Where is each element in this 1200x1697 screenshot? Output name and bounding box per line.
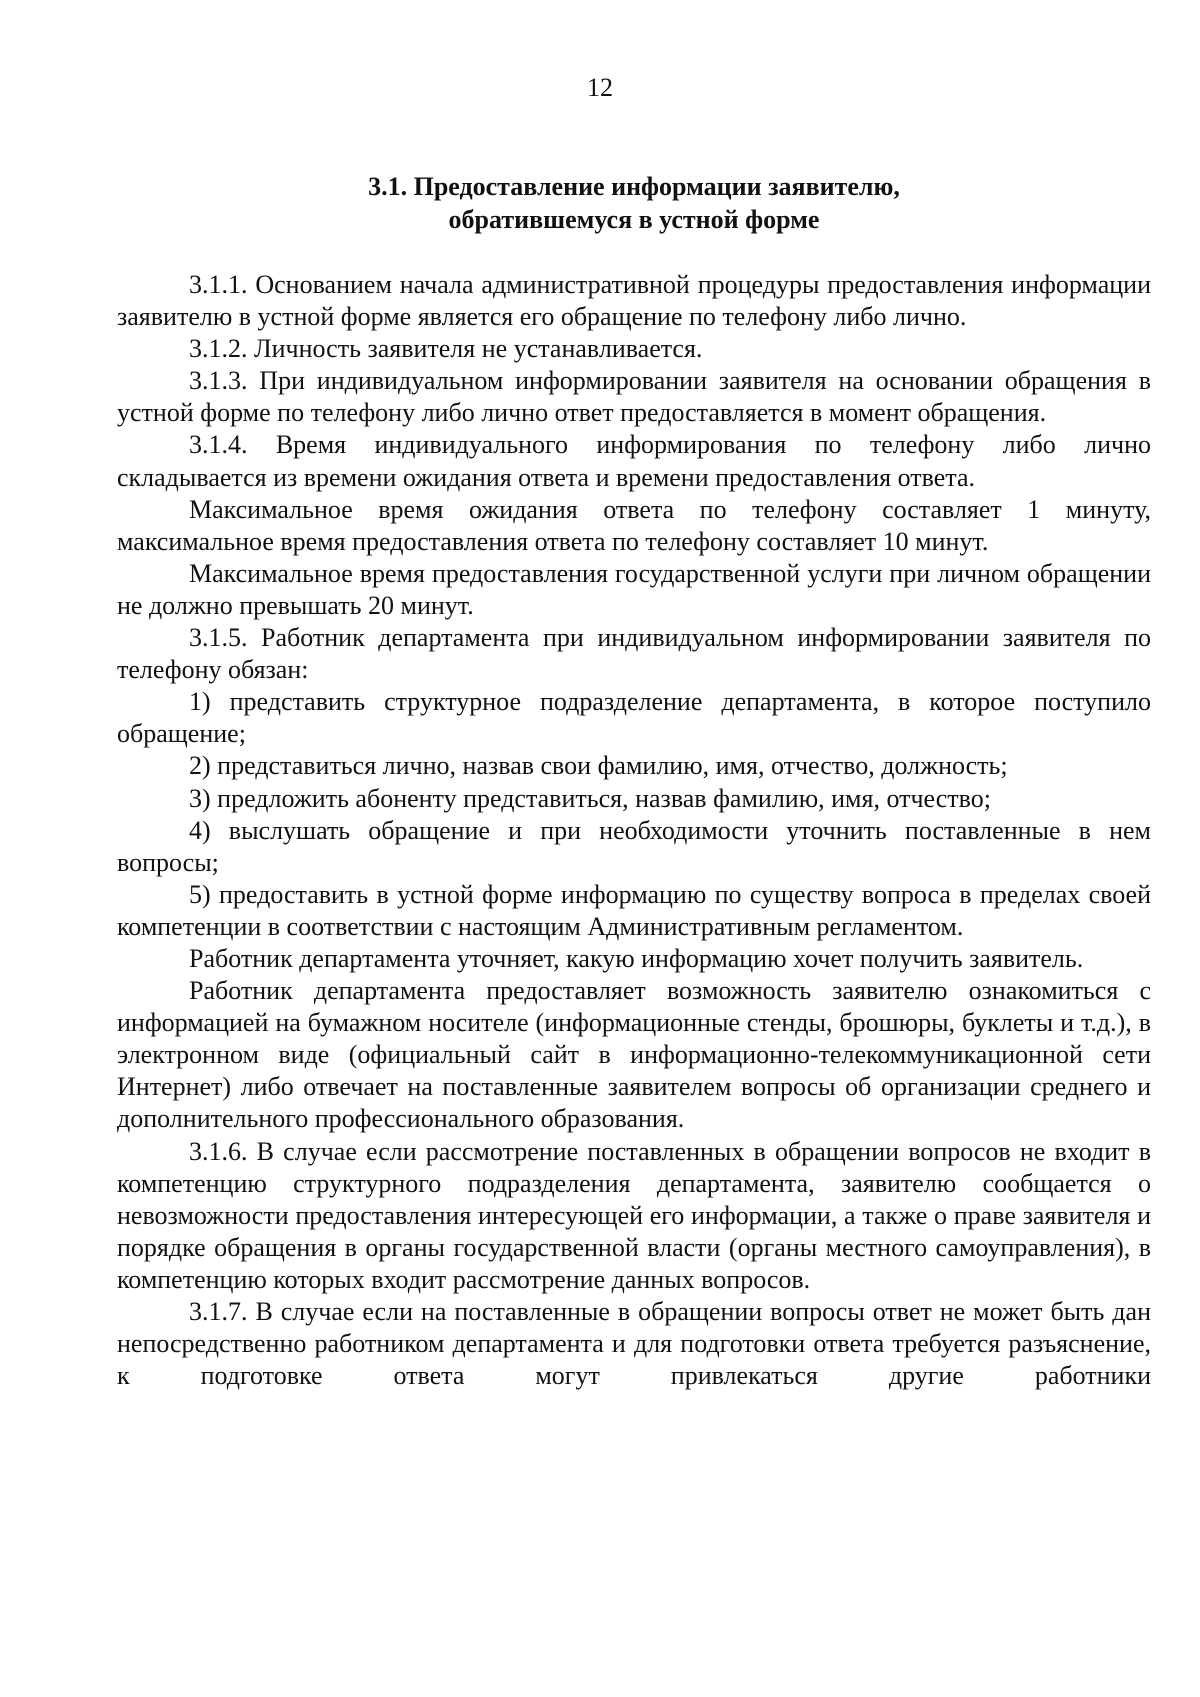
- page-number: 12: [587, 73, 613, 102]
- paragraph-3-1-4: 3.1.4. Время индивидуального информирования по телефону либо лично складывается из времени ожидания ответа и времени предоставления ответа.: [117, 430, 1151, 492]
- paragraph-max-wait-time: Максимальное время ожидания ответа по телефону составляет 1 минуту, максимальное время предоставления ответа по телефону составляет 10 минут.: [117, 494, 1151, 556]
- list-item-4: 4) выслушать обращение и при необходимости уточнить поставленные в нем вопросы;: [117, 815, 1151, 877]
- paragraph-3-1-2: 3.1.2. Личность заявителя не устанавливается.: [189, 334, 703, 364]
- list-item-5: 5) предоставить в устной форме информацию по существу вопроса в пределах своей компетенции в соответствии с настоящим Административным регламентом.: [117, 879, 1151, 941]
- section-title-line-1: 3.1. Предоставление информации заявителю,: [368, 172, 900, 201]
- list-item-2: 2) представиться лично, назвав свои фамилию, имя, отчество, должность;: [189, 751, 1008, 781]
- section-title-line-2: обратившемуся в устной форме: [448, 205, 820, 234]
- paragraph-3-1-3: 3.1.3. При индивидуальном информировании заявителя на основании обращения в устной форме по телефону либо лично ответ предоставляется в момент обращения.: [117, 366, 1151, 428]
- list-item-3: 3) предложить абоненту представиться, назвав фамилию, имя, отчество;: [189, 783, 991, 813]
- list-item-1: 1) представить структурное подразделение департамента, в которое поступило обращение;: [117, 687, 1151, 749]
- paragraph-3-1-6: 3.1.6. В случае если рассмотрение поставленных в обращении вопросов не входит в компетенцию структурного подразделения департамента, заявителю сообщается о невозможности предоставления интересующей его информации, а также о праве заявителя и порядке обращения в органы государственной власти (органы местного самоуправления), в компетенцию которых входит рассмотрение данных вопросов.: [117, 1136, 1151, 1294]
- paragraph-provides-access: Работник департамента предоставляет возможность заявителю ознакомиться с информацией на бумажном носителе (информационные стенды, брошюры, буклеты и т.д.), в электронном виде (официальный сайт в информационно-телекоммуникационной сети Интернет) либо отвечает на поставленные заявителем вопросы об организации среднего и дополнительного профессионального образования.: [117, 976, 1151, 1134]
- paragraph-3-1-1: 3.1.1. Основанием начала административной процедуры предоставления информации заявителю в устной форме является его обращение по телефону либо лично.: [117, 270, 1151, 332]
- document-body: [117, 269, 1151, 1392]
- paragraph-3-1-5: 3.1.5. Работник департамента при индивидуальном информировании заявителя по телефону обязан:: [117, 623, 1151, 685]
- paragraph-max-service-time: Максимальное время предоставления государственной услуги при личном обращении не должно превышать 20 минут.: [117, 558, 1151, 620]
- paragraph-clarifies-info: Работник департамента уточняет, какую информацию хочет получить заявитель.: [189, 943, 1084, 973]
- paragraph-3-1-7: 3.1.7. В случае если на поставленные в обращении вопросы ответ не может быть дан непосредственно работником департамента и для подготовки ответа требуется разъяснение, к подготовке ответа могут привлекаться другие работники: [117, 1297, 1151, 1391]
- section-title: [117, 170, 1151, 236]
